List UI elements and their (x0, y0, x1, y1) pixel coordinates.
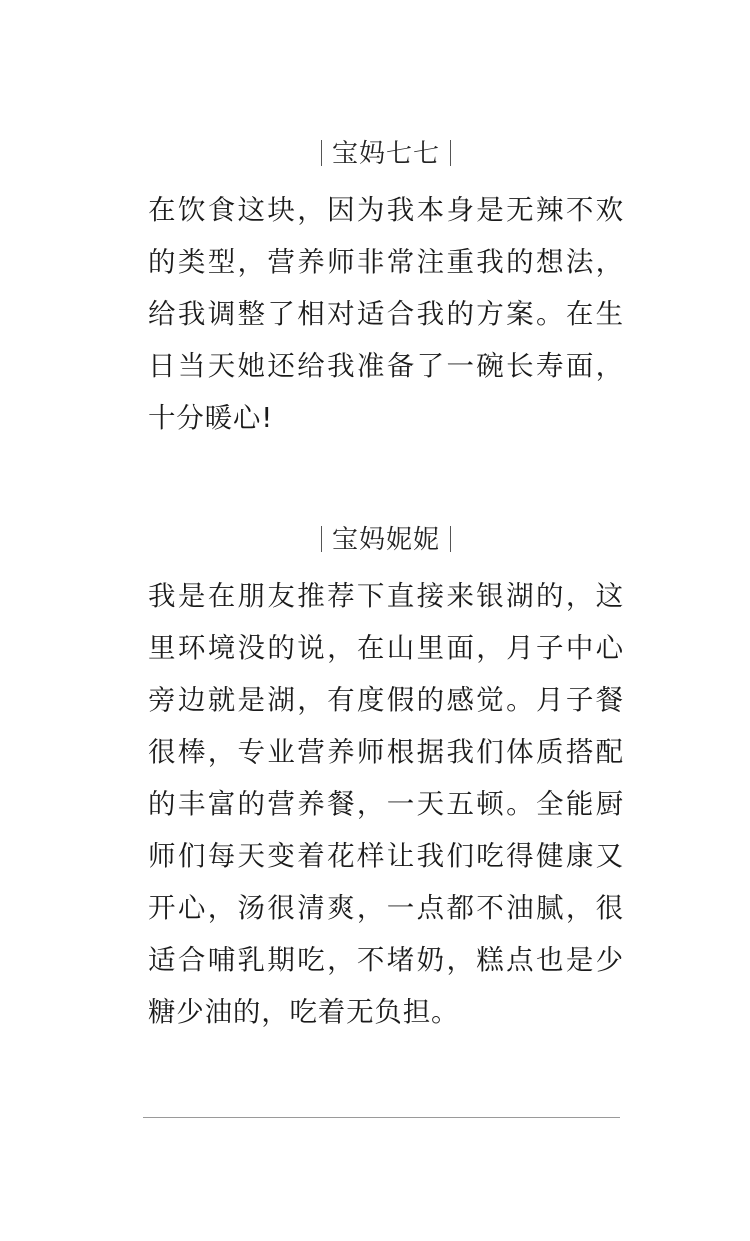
right-divider-bar (450, 526, 451, 552)
review-card (148, 520, 624, 1038)
review-text: 在饮食这块，因为我本身是无辣不欢的类型，营养师非常注重我的想法，给我调整了相对适合我的方案。在生日当天她还给我准备了一碗长寿面，十分暖心! (148, 194, 624, 434)
reviewer-name: 宝妈七七 (331, 139, 440, 169)
review-text: 我是在朋友推荐下直接来银湖的，这里环境没的说，在山里面，月子中心旁边就是湖，有度假的感觉。月子餐很棒，专业营养师根据我们体质搭配的丰富的营养餐，一天五顿。全能厨师们每天变着花样让我们吃得健康又开心，汤很清爽，一点都不油腻，很适合哺乳期吃，不堵奶，糕点也是少糖少油的，吃着无负担。 (148, 580, 624, 1028)
left-divider-bar (321, 526, 322, 552)
reviewer-heading (148, 520, 624, 560)
reviewer-heading (148, 134, 624, 174)
left-divider-bar (321, 140, 322, 166)
right-divider-bar (450, 140, 451, 166)
review-card (148, 134, 624, 444)
bottom-divider-line (143, 1117, 620, 1118)
reviewer-name: 宝妈妮妮 (331, 525, 440, 555)
